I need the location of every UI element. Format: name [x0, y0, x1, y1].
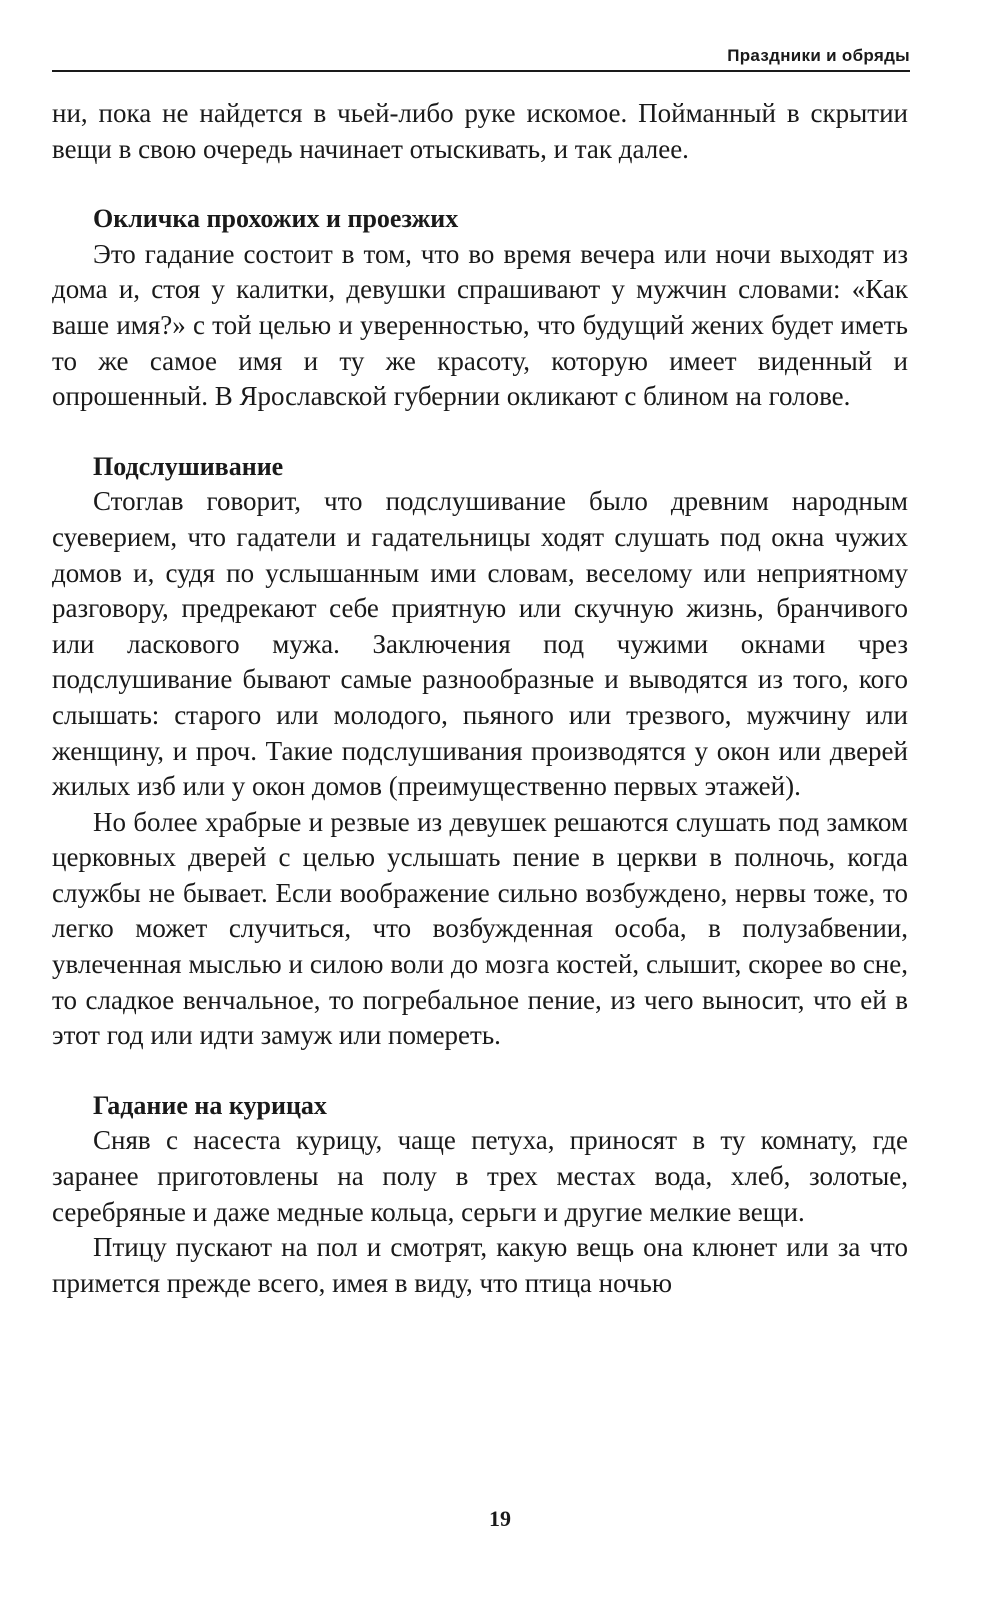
paragraph: Стоглав говорит, что подслушивание было древним народным суеверием, что гадатели и гадательницы ходят слушать под окна чужих домов и, судя по услышанным ими словам, веселому или неприятному разговору, предрекают себе приятную или скучную жизнь, бранчивого или ласкового мужа. Заключения под чужими окнами чрез подслушивание бывают самые разнообразные и выводятся из того, кого слышать: старого или молодого, пьяного или трезвого, мужчину или женщину, и проч. Такие подслушивания производятся у окон или дверей жилых изб или у окон домов (преимущественно первых этажей). [52, 486, 908, 802]
page-body [52, 96, 908, 1301]
running-title: Праздники и обряды [727, 46, 910, 65]
section-heading-okli4ka: Окличка прохожих и проезжих [93, 204, 459, 234]
continued-paragraph: ни, пока не найдется в чьей-либо руке искомое. Пойманный в скрытии вещи в свою очередь начинает отыскивать, и так далее. [52, 98, 908, 164]
paragraph: Птицу пускают на пол и смотрят, какую вещь она клюнет или за что примется прежде всего, имея в виду, что птица ночью [52, 1232, 908, 1298]
paragraph: Сняв с насеста курицу, чаще петуха, приносят в ту комнату, где заранее приготовлены на полу в трех местах вода, хлеб, золотые, серебряные и даже медные кольца, серьги и другие мелкие вещи. [52, 1125, 908, 1227]
running-header [52, 42, 910, 72]
page-number: 19 [489, 1506, 511, 1531]
section-heading-gadanie-na-kuricah: Гадание на курицах [93, 1090, 327, 1120]
paragraph: Но более храбрые и резвые из девушек решаются слушать под замком церковных дверей с целью услышать пение в церкви в полночь, когда службы не бывает. Если воображение сильно возбуждено, нервы тоже, то легко может случиться, что возбужденная особа, в полузабвении, увлеченная мыслью и силою воли до мозга костей, слышит, скорее во сне, то сладкое венчальное, то погребальное пение, из чего выносит, что ей в этот год или идти замуж или помереть. [52, 806, 908, 1051]
section-heading-podslushivanie: Подслушивание [93, 451, 284, 481]
paragraph: Это гадание состоит в том, что во время вечера или ночи выходят из дома и, стоя у калитки, девушки спрашивают у мужчин словами: «Как ваше имя?» с той целью и уверенностью, что будущий жених будет иметь то же самое имя и ту же красоту, которую имеет виденный и опрошенный. В Ярославской губернии окликают с блином на голове. [52, 238, 908, 412]
